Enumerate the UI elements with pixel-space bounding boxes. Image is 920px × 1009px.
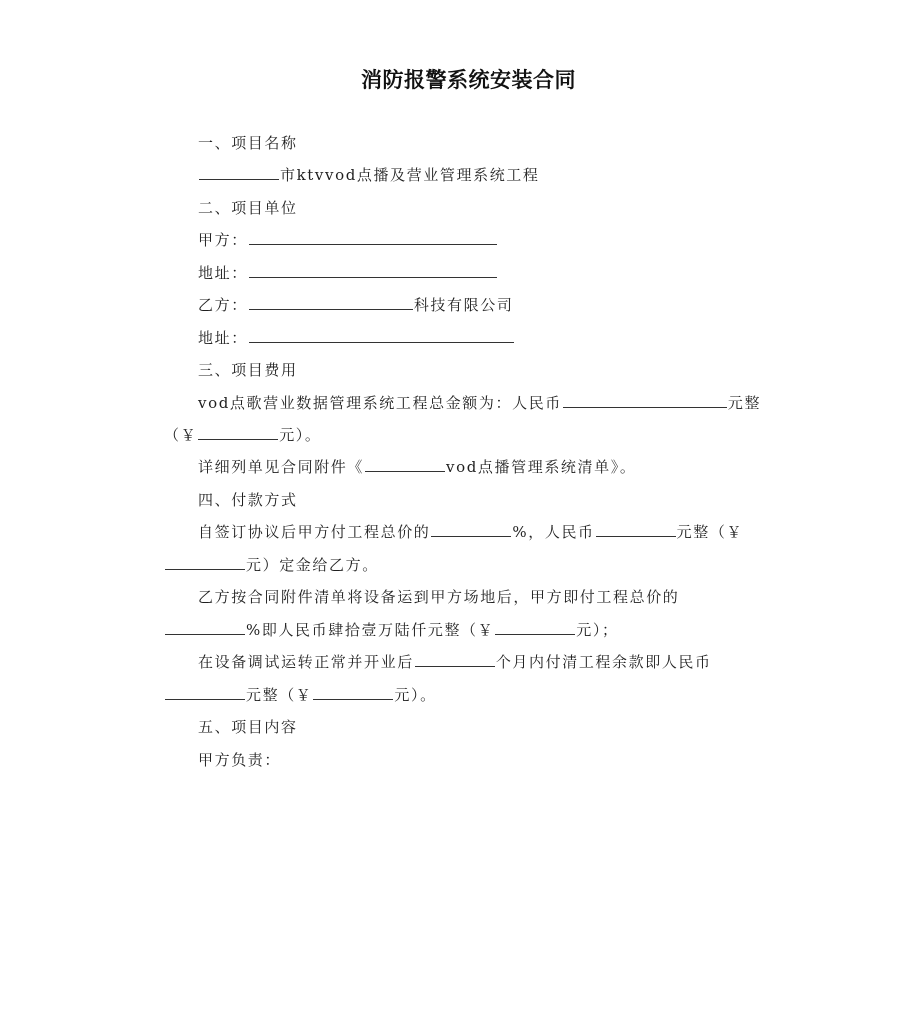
payment-2-cont-mid: %即人民币肆拾壹万陆仟元整（￥: [246, 621, 495, 639]
payment-3-line: [198, 652, 712, 672]
payment-1-line-continued: [164, 555, 379, 575]
section-heading-payment: 四、付款方式: [198, 491, 298, 509]
fee-open: （￥: [164, 426, 198, 444]
project-name-line: [198, 165, 540, 185]
blank-payment-2-percent: [165, 620, 245, 635]
fee-text: vod点歌营业数据管理系统工程总金额为：人民币: [198, 394, 562, 412]
blank-payment-1-yuan: [165, 555, 245, 570]
blank-fee-yuan: [198, 425, 278, 440]
payment-3-cont-suffix: 元）。: [394, 686, 437, 704]
blank-detail: [365, 457, 445, 472]
blank-party-b: [249, 295, 413, 310]
blank-payment-1-percent: [431, 522, 511, 537]
fee-line-continued: [164, 425, 322, 445]
fee-close: 元）。: [279, 426, 322, 444]
payment-1-line: [198, 522, 743, 542]
payment-3-prefix: 在设备调试运转正常并开业后: [198, 653, 414, 671]
address-label: 地址：: [198, 264, 248, 282]
party-a-line: [198, 230, 498, 250]
detail-line: [198, 457, 636, 477]
payment-1-cont-suffix: 元）定金给乙方。: [246, 556, 379, 574]
section-heading-content: 五、项目内容: [198, 718, 298, 736]
payment-2-cont-suffix: 元）；: [576, 621, 619, 639]
payment-3-line-continued: [164, 685, 437, 705]
payment-3-cont-mid: 元整（￥: [246, 686, 313, 704]
blank-payment-2-yuan: [495, 620, 575, 635]
fee-line: [198, 393, 761, 413]
payment-2-line: 乙方按合同附件清单将设备运到甲方场地后，甲方即付工程总价的: [198, 588, 680, 606]
document-title: 消防报警系统安装合同: [361, 68, 576, 92]
payment-2-line-continued: [164, 620, 619, 640]
payment-1-prefix: 自签订协议后甲方付工程总价的: [198, 523, 431, 541]
section-heading-fees: 三、项目费用: [198, 361, 298, 379]
address-label: 地址：: [198, 329, 248, 347]
blank-address-b: [249, 328, 514, 343]
party-b-line: [198, 295, 513, 315]
detail-suffix: vod点播管理系统清单》。: [446, 458, 637, 476]
payment-1-mid: %，人民币: [512, 523, 595, 541]
address-a-line: [198, 263, 498, 283]
address-b-line: [198, 328, 515, 348]
section-heading-project-name: 一、项目名称: [198, 134, 298, 152]
blank-payment-3-yuan: [313, 685, 393, 700]
blank-payment-3-rmb: [165, 685, 245, 700]
blank-payment-1-rmb: [596, 522, 676, 537]
party-b-suffix: 科技有限公司: [413, 296, 514, 314]
blank-city: [199, 165, 279, 180]
payment-1-suffix: 元整（￥: [676, 523, 744, 541]
fee-unit: 元整: [727, 394, 762, 412]
blank-payment-3-months: [415, 652, 495, 667]
detail-prefix: 详细列单见合同附件《: [198, 458, 365, 476]
blank-party-a: [249, 230, 497, 245]
section-heading-parties: 二、项目单位: [198, 199, 298, 217]
project-name-text: 市ktvvod点播及营业管理系统工程: [280, 166, 540, 184]
blank-fee-amount: [563, 393, 727, 408]
party-a-duty-line: 甲方负责：: [198, 751, 282, 769]
party-b-label: 乙方：: [198, 296, 248, 314]
blank-address-a: [249, 263, 497, 278]
party-a-label: 甲方：: [198, 231, 248, 249]
payment-3-suffix: 个月内付清工程余款即人民币: [495, 653, 712, 671]
